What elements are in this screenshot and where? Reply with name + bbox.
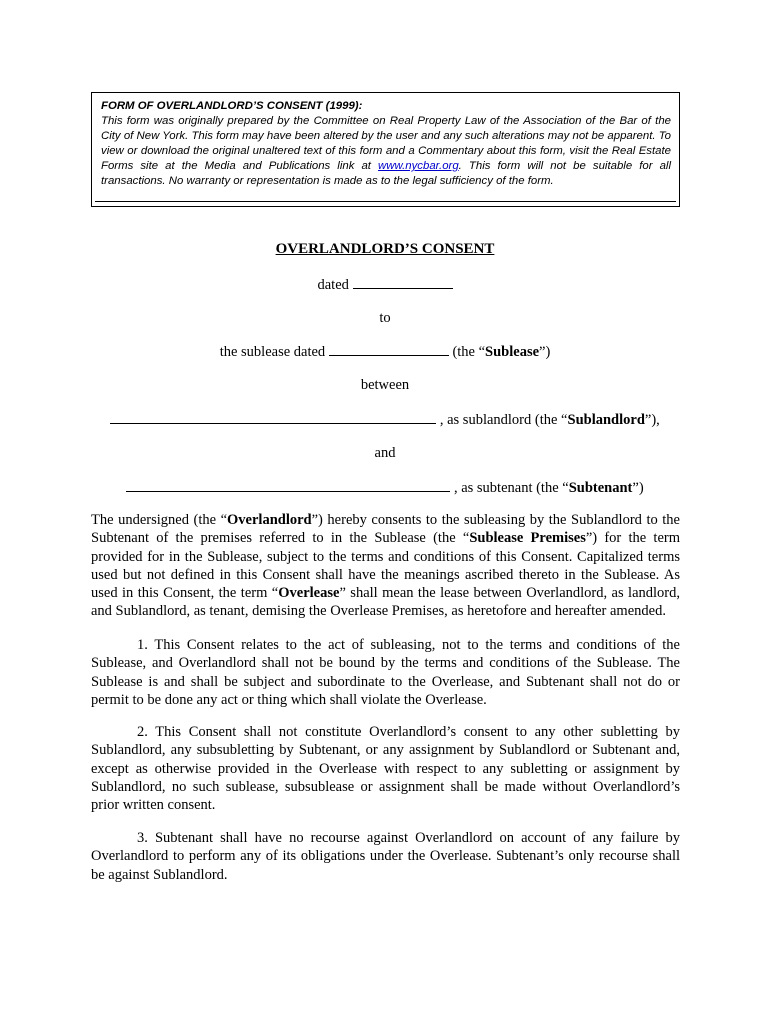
and-line: and [374,445,396,461]
sublease-suffix: (the “ [452,344,486,360]
sublease-term: Sublease [485,344,540,360]
notice-divider [95,201,676,202]
subtenant-term: Subtenant [568,480,633,496]
form-notice-box [91,92,680,207]
notice-text-part: . This form will not be suitable for all transactions. No warranty or representation is made as to the legal sufficiency of the form. [101,160,671,187]
notice-title: FORM OF OVERLANDLORD’S CONSENT (1999): [101,100,363,112]
intro-paragraph [91,511,680,621]
sublandlord-name-blank[interactable] [110,411,436,424]
sublease-suffix: ”) [539,344,551,360]
notice-text [101,114,671,189]
dated-blank[interactable] [353,276,453,289]
dated-label: dated [317,277,349,293]
intro-text: ”) for the term provided for in the Sublease, subject to the terms and conditions of this Consent. Capitalized terms used but not defined in this Consent shall have the meanings ascribed thereto in the Sublease. As used in this Consent, the term “ [91,530,680,602]
sublease-date-blank[interactable] [329,343,449,356]
sublease-dated-label: the sublease dated [219,344,326,360]
sublease-dated-line [0,343,770,361]
sublandlord-suffix: ”), [644,412,660,428]
dated-line [0,276,770,294]
paragraph-3: 3. Subtenant shall have no recourse against Overlandlord on account of any failure by Overlandlord to perform any of its obligations under the Overlease. Subtenant’s only recourse shall be against Sublandlord. [91,830,680,883]
notice-text-part: This form was originally prepared by the Committee on Real Property Law of the Association of the Bar of the City of New York. This form may have been altered by the user and any such alterations may not be apparent. To view or download the original unaltered text of this form and a Commentary about this form, visit the Real Estate Forms site at the Media and Publications link at [101,115,671,172]
defined-term-sublease-premises: Sublease Premises [469,530,586,547]
subtenant-suffix: ”) [632,480,644,496]
sublandlord-suffix: , as sublandlord (the “ [439,412,568,428]
defined-term-overlease: Overlease [278,585,340,602]
paragraph-2: 2. This Consent shall not constitute Overlandlord’s consent to any other subletting by Sublandlord, any subsubletting by Subtenant, or any assignment by Sublandlord or Subtenant and, except as otherwise provided in the Overlease with respect to any subletting or assignment by Sublandlord, no such sublease, subsublease or assignment shall be made without Overlandlord’s prior written consent. [91,724,680,814]
nycbar-link[interactable]: www.nycbar.org [378,160,459,172]
intro-text: ”) hereby consents to the subleasing by the Sublandlord to the Subtenant of the premises referred to in the Sublease (the “ [91,512,680,547]
intro-text: ” shall mean the lease between Overlandlord, as landlord, and Sublandlord, as tenant, demising the Overlease Premises, as heretofore and hereafter amended. [91,585,681,620]
document-title-text: OVERLANDLORD’S CONSENT [275,241,495,257]
between-line: between [360,377,410,393]
sublandlord-term: Sublandlord [567,412,645,428]
sublandlord-line [0,411,770,429]
subtenant-name-blank[interactable] [126,479,450,492]
to-line: to [379,310,391,326]
intro-text: The undersigned (the “ [91,512,228,528]
subtenant-suffix: , as subtenant (the “ [453,480,569,496]
document-title [0,241,770,258]
defined-term-overlandlord: Overlandlord [227,512,312,528]
paragraph-1: 1. This Consent relates to the act of subleasing, not to the terms and conditions of the Sublease, and Overlandlord shall not be bound by the terms and conditions of the Sublease. The Sublease is and shall be subject and subordinate to the Overlease, and Subtenant shall not do or permit to be done any act or thing which shall violate the Overlease. [91,637,680,708]
subtenant-line [0,479,770,497]
